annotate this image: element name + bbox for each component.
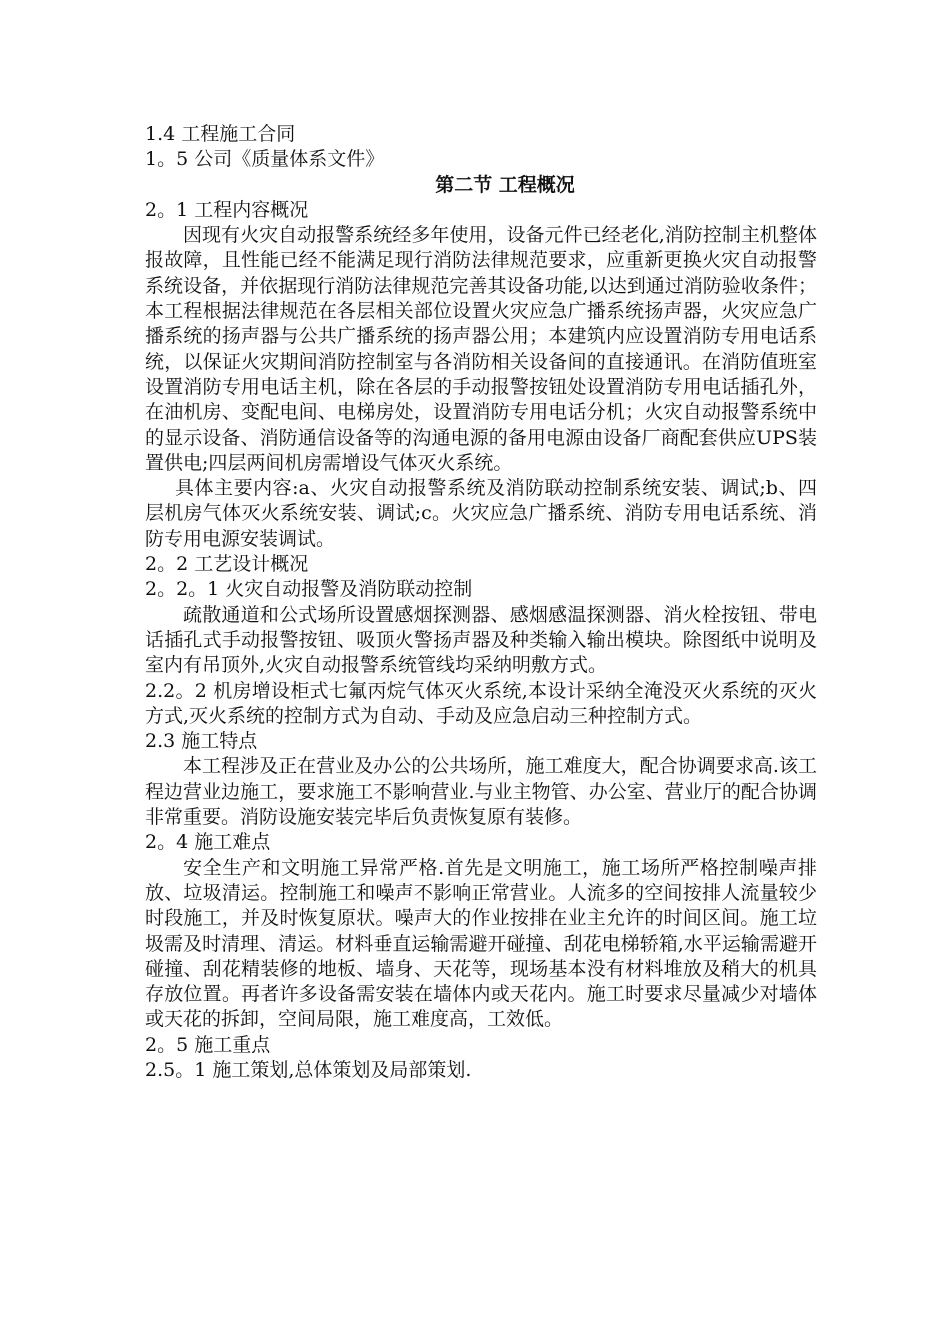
heading-2-5: 2。5 施工重点: [145, 1033, 271, 1056]
paragraph-2-4: 安全生产和文明施工异常严格.首先是文明施工，施工场所严格控制噪声排放、垃圾清运。控制施工和噪声不影响正常营业。人流多的空间按排人流量较少时段施工，并及时恢复原状。噪声大的作业按排在业主允许的时间区间。施工垃圾需及时清理、清运。材料垂直运输需避开碰撞、刮花电梯轿箱,水平运输需避开碰撞、刮花精装修的地板、墙身、天花等，现场基本没有材料堆放及稍大的机具存放位置。再者许多设备需安装在墙体内或天花内。施工时要求尽量减少对墙体或天花的拆卸，空间局限，施工难度高，工效低。: [145, 856, 817, 1031]
paragraph-2-2-1: 疏散通道和公式场所设置感烟探测器、感烟感温探测器、消火栓按钮、带电话插孔式手动报警按钮、吸顶火警扬声器及种类输入输出模块。除图纸中说明及室内有吊顶外,火灾自动报警系统管线均采纳明敷方式。: [145, 603, 817, 677]
heading-2-2: 2。2 工艺设计概况: [145, 553, 309, 576]
paragraph-2-5-1: 2.5。1 施工策划,总体策划及局部策划.: [145, 1058, 472, 1081]
item-1-4: 1.4 工程施工合同: [145, 123, 296, 145]
heading-2-1: 2。1 工程内容概况: [145, 198, 309, 221]
paragraph-2-3: 本工程涉及正在营业及办公的公共场所，施工难度大，配合协调要求高.该工程边营业边施工，要求施工不影响营业.与业主物管、办公室、营业厅的配合协调非常重要。消防设施安装完毕后负责恢复原有装修。: [145, 755, 817, 829]
paragraph-2-1-contents: 具体主要内容:a、火灾自动报警系统及消防联动控制系统安装、调试;b、四层机房气体灭火系统安装、调试;c。火灾应急广播系统、消防专用电话系统、消防专用电源安装调试。: [145, 477, 817, 550]
item-1-5: 1。5 公司《质量体系文件》: [145, 148, 385, 171]
document-page: [145, 122, 817, 1083]
heading-2-4: 2。4 施工难点: [145, 831, 271, 854]
heading-2-2-1: 2。2。1 火灾自动报警及消防联动控制: [145, 578, 473, 601]
heading-2-3: 2.3 施工特点: [145, 730, 258, 753]
paragraph-2-2-2: 2.2。2 机房增设柜式七氟丙烷气体灭火系统,本设计采纳全淹没灭火系统的灭火方式,灭火系统的控制方式为自动、手动及应急启动三种控制方式。: [145, 679, 817, 727]
section-title: 第二节 工程概况: [435, 173, 575, 196]
paragraph-2-1: 因现有火灾自动报警系统经多年使用，设备元件已经老化,消防控制主机整体报故障，且性能已经不能满足现行消防法律规范要求，应重新更换火灾自动报警系统设备，并依据现行消防法律规范完善其设备功能,以达到通过消防验收条件；本工程根据法律规范在各层相关部位设置火灾应急广播系统扬声器，火灾应急广播系统的扬声器与公共广播系统的扬声器公用；本建筑内应设置消防专用电话系统，以保证火灾期间消防控制室与各消防相关设备间的直接通讯。在消防值班室设置消防专用电话主机，除在各层的手动报警按钮处设置消防专用电话插孔外，在油机房、变配电间、电梯房处，设置消防专用电话分机；火灾自动报警系统中的显示设备、消防通信设备等的沟通电源的备用电源由设备厂商配套供应UPS装置供电;四层两间机房需增设气体灭火系统。: [145, 224, 817, 474]
